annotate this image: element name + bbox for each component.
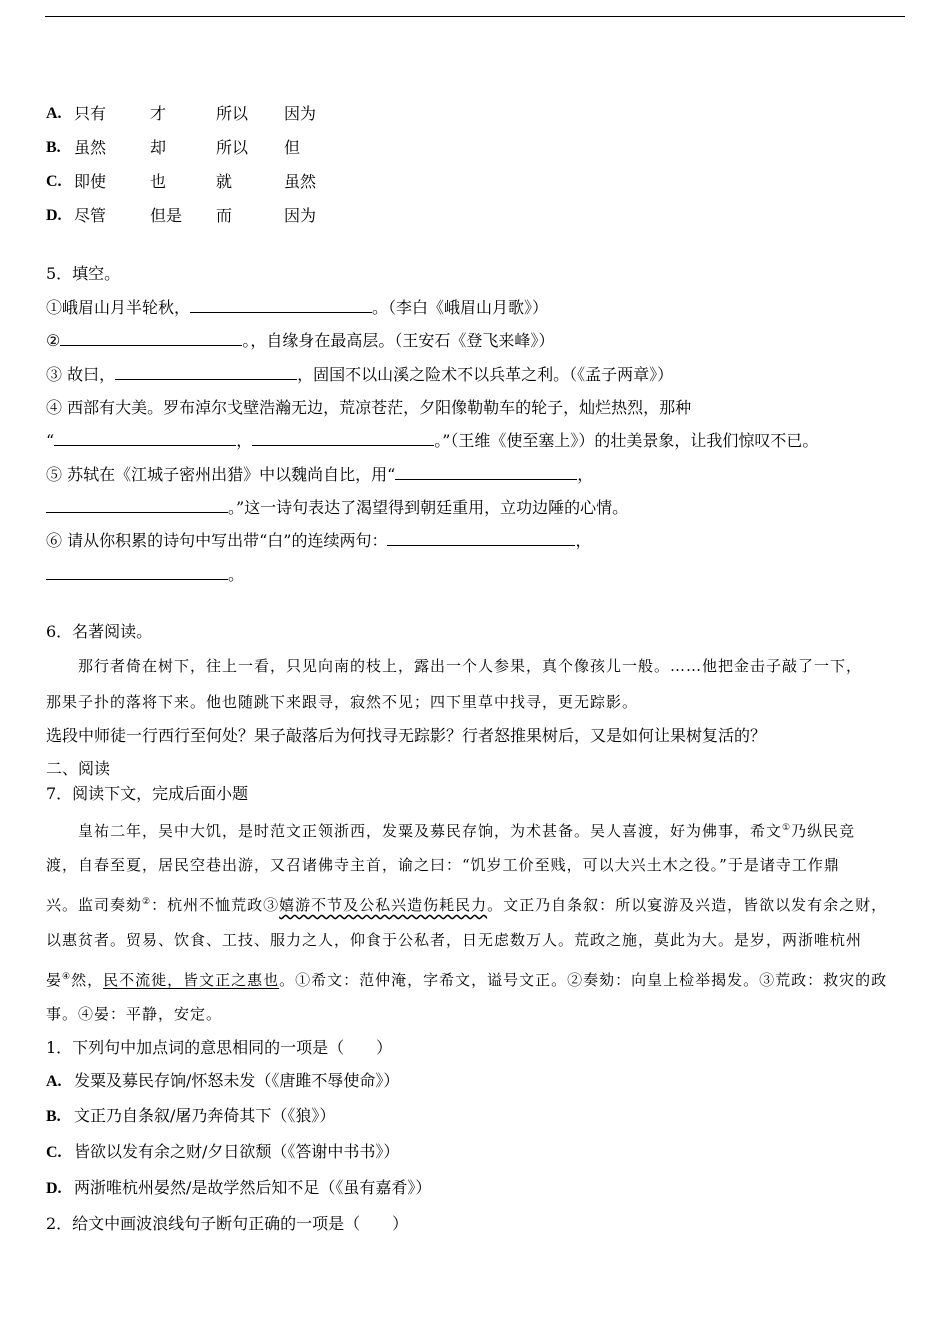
sub2-title: 2．给文中画波浪线句子断句正确的一项是（ ） bbox=[46, 1214, 409, 1233]
option-word: 尽管 bbox=[74, 206, 107, 225]
wavy-sentence: 嬉游不节及公私兴造伤耗民力 bbox=[279, 896, 488, 914]
q7-passage-4: 以惠贫者。贸易、饮食、工技、服力之人，仰食于公私者，日无虑数万人。荒政之施，莫此为大。是岁，两浙唯杭州 bbox=[46, 931, 863, 949]
blank-2[interactable] bbox=[60, 331, 242, 346]
option-word: 即使 bbox=[74, 172, 107, 191]
q5-line-2: ② 。，自缘身在最高层。（王安石《登飞来峰》） bbox=[46, 331, 555, 350]
section-2-heading: 二、阅读 bbox=[46, 759, 111, 778]
q5-line-8: ⑥ 请从你积累的诗句中写出带“白”的连续两句： ， bbox=[46, 531, 592, 550]
option-word: 却 bbox=[150, 138, 167, 157]
blank-5[interactable] bbox=[252, 431, 434, 446]
sub1-title: 1．下列句中加点词的意思相同的一项是（ ） bbox=[46, 1038, 393, 1057]
option-word: 就 bbox=[216, 172, 233, 191]
option-text: 皆欲以发有余之财/夕日欲颓（《答谢中书书》） bbox=[74, 1142, 400, 1161]
option-word: 虽然 bbox=[74, 138, 107, 157]
option-label: D. bbox=[46, 207, 62, 224]
blank-8[interactable] bbox=[387, 531, 575, 546]
q6-question: 选段中师徒一行西行至何处？果子敲落后为何找寻无踪影？行者怒推果树后，又是如何让果树复活的？ bbox=[46, 726, 767, 745]
sub1-option[interactable] bbox=[46, 1106, 335, 1127]
option-word: 虽然 bbox=[284, 172, 317, 191]
option-label: B. bbox=[46, 1108, 61, 1125]
option-text: 文正乃自条叙/屠乃奔倚其下（《狼》） bbox=[74, 1106, 336, 1125]
option-word: 但是 bbox=[150, 206, 183, 225]
blank-9[interactable] bbox=[46, 565, 228, 580]
option-text: 发粟及募民存饷/怀怒未发（《唐雎不辱使命》） bbox=[74, 1071, 400, 1090]
sub1-option[interactable] bbox=[46, 1142, 399, 1163]
q5-line-6: ⑤ 苏轼在《江城子密州出猎》中以魏尚自比，用“ ， bbox=[46, 465, 594, 484]
blank-6[interactable] bbox=[395, 465, 577, 480]
blank-7[interactable] bbox=[46, 498, 228, 513]
header-rule bbox=[45, 16, 905, 17]
q5-title: 5．填空。 bbox=[46, 264, 121, 283]
option-word: 因为 bbox=[284, 104, 317, 123]
option-label: A. bbox=[46, 105, 62, 122]
q5-line-9: 。 bbox=[46, 565, 244, 585]
q6-passage-1: 那行者倚在树下，往上一看，只见向南的枝上，露出一个人参果，真个像孩儿一般。……他把金击子敲了一下， bbox=[78, 657, 863, 675]
sub1-option[interactable] bbox=[46, 1071, 399, 1092]
option-word: 因为 bbox=[284, 206, 317, 225]
option-word: 但 bbox=[284, 138, 301, 157]
option-word: 而 bbox=[216, 206, 233, 225]
option-word: 所以 bbox=[216, 138, 249, 157]
underlined-sentence: 民不流徙，皆文正之惠也 bbox=[103, 971, 280, 989]
q6-title: 6．名著阅读。 bbox=[46, 622, 153, 641]
q7-title: 7．阅读下文，完成后面小题 bbox=[46, 784, 249, 803]
option-label: D. bbox=[46, 1180, 62, 1197]
option-text: 两浙唯杭州晏然/是故学然后知不足（《虽有嘉肴》） bbox=[74, 1178, 432, 1197]
blank-1[interactable] bbox=[190, 298, 372, 313]
option-label: C. bbox=[46, 1144, 62, 1161]
q5-line-5: “ ， 。”（王维《使至塞上》）的壮美景象，让我们惊叹不已。 bbox=[46, 431, 819, 450]
blank-4[interactable] bbox=[54, 431, 236, 446]
sub1-option[interactable] bbox=[46, 1178, 431, 1199]
q5-line-1: ①峨眉山月半轮秋， 。（李白《峨眉山月歌》） bbox=[46, 298, 549, 317]
q5-line-7: 。”这一诗句表达了渴望得到朝廷重用，立功边陲的心情。 bbox=[46, 498, 628, 518]
q5-line-4: ④ 西部有大美。罗布淖尔戈壁浩瀚无边，荒凉苍茫，夕阳像勒勒车的轮子，灿烂热烈，那种 bbox=[46, 398, 692, 417]
option-word: 所以 bbox=[216, 104, 249, 123]
option-word: 只有 bbox=[74, 104, 107, 123]
q5-line-3: ③ 故曰， ，固国不以山溪之险术不以兵革之利。（《孟子两章》） bbox=[46, 365, 674, 384]
option-word: 也 bbox=[150, 172, 167, 191]
q7-passage-6: 事。④晏：平静，安定。 bbox=[46, 1005, 223, 1023]
q7-passage-3: 兴。监司奏劾②：杭州不恤荒政③嬉游不节及公私兴造伤耗民力。文正乃自条叙：所以宴游及兴造，皆欲以发有余之财， bbox=[46, 896, 888, 914]
option-word: 才 bbox=[150, 104, 167, 123]
q7-passage-2: 渡，自春至夏，居民空巷出游，又召诸佛寺主首，谕之曰：“饥岁工价至贱，可以大兴土木之役。”于是诸寺工作鼎 bbox=[46, 856, 840, 874]
q7-passage-5: 晏④然，民不流徙，皆文正之惠也。①希文：范仲淹，字希文，谥号文正。②奏劾：向皇上检举揭发。③荒政：救灾的政 bbox=[46, 971, 888, 989]
option-label: C. bbox=[46, 173, 62, 190]
q7-passage-1: 皇祐二年，吴中大饥，是时范文正领浙西，发粟及募民存饷，为术甚备。吴人喜渡，好为佛事，希文①乃纵民竞 bbox=[78, 822, 856, 840]
q6-passage-2: 那果子扑的落将下来。他也随跳下来跟寻，寂然不见；四下里草中找寻，更无踪影。 bbox=[46, 693, 639, 711]
option-label: B. bbox=[46, 139, 61, 156]
option-label: A. bbox=[46, 1073, 62, 1090]
blank-3[interactable] bbox=[115, 365, 297, 380]
